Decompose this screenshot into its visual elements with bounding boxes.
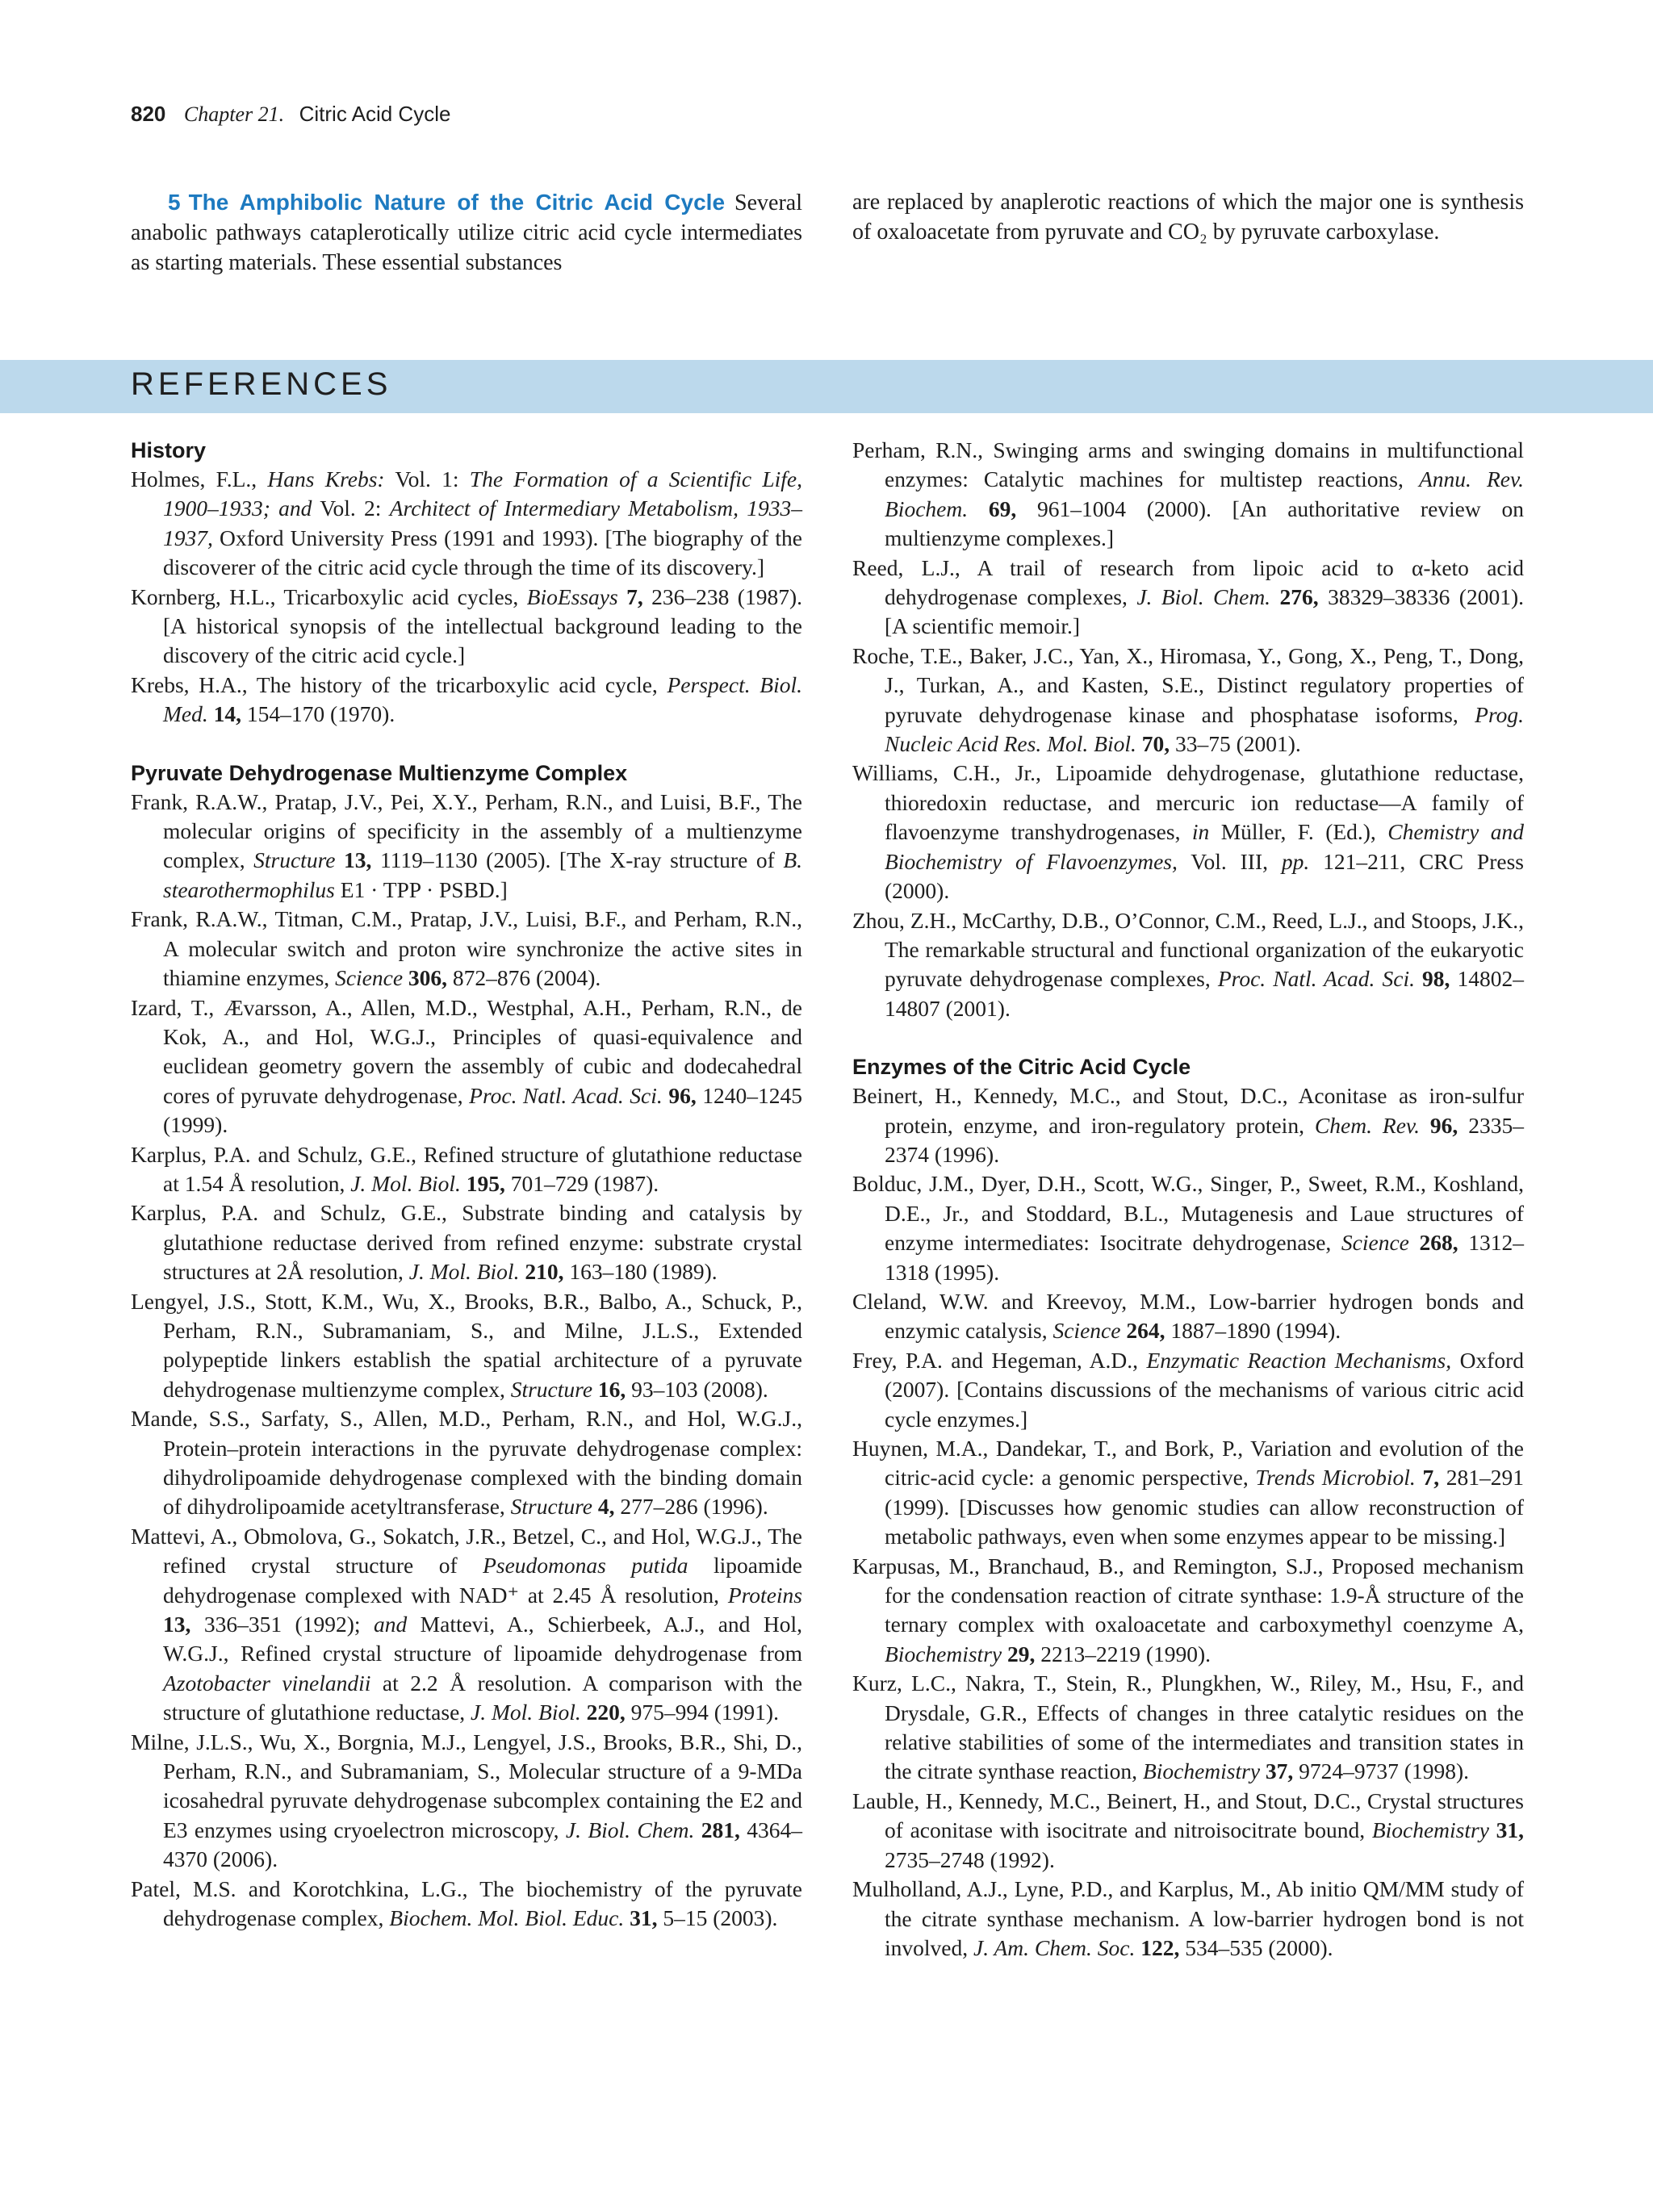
reference-text-run: Frank, R.A.W., Pratap, J.V., Pei, X.Y., Perham, R.N., and Luisi, B.F., The molecular origins of specificity in the assembly of a multienzyme complex, [131,788,802,873]
reference-text-run: 70, [1136,731,1170,757]
reference-text-run: 4, [592,1494,615,1520]
reference-text-run: 306, [403,965,448,991]
summary-right-column [852,187,1524,247]
reference-text-run: pp. [1281,848,1310,874]
reference-text-run: 98, [1414,966,1450,992]
reference-text-run: Structure [510,1376,593,1402]
reference-text-run: Pseudomonas putida [483,1553,688,1579]
reference-entry [852,1434,1524,1552]
reference-text-run: 33–75 (2001). [1170,731,1301,757]
references-left-column [131,436,802,1934]
reference-text-run: Vol. 1: [384,466,470,491]
reference-text-run: Lengyel, J.S., Stott, K.M., Wu, X., Brooks, B.R., Balbo, A., Schuck, P., Perham, R.N., Subramaniam, S., and Milne, J.L.S., Extended polypeptide linkers establish the spatial architecture of a pyruvate dehydrogenase multienzyme complex, [131,1288,802,1402]
reference-text-run: 121–211, CRC Press (2000). [885,848,1524,904]
summary-text-left: Several anabolic pathways cataplerotically utilize citric acid cycle intermediates as starting materials. These essential substances [131,190,802,275]
reference-text-run: Proc. Natl. Acad. Sci. [1217,966,1415,992]
reference-text-run: Architect of Intermediary Metabolism, 1933–1937, [163,496,802,550]
reference-text-run: 13, [335,847,372,873]
reference-text-run: 7, [1415,1465,1440,1491]
reference-text-run: Biochemistry [1142,1758,1261,1784]
reference-text-run: Chem. Rev. [1314,1112,1420,1138]
reference-text-run: Beinert, H., Kennedy, M.C., and Stout, D.C., Aconitase as iron-sulfur protein, enzyme, and iron-regulatory protein, [852,1083,1524,1138]
reference-text-run: 29, [1002,1641,1036,1666]
reference-text-run: 1119–1130 (2005). [The X-ray structure of [371,847,784,873]
reference-text-run: E1 · TPP · PSBD.] [334,876,508,902]
reference-text-run: 281, [694,1817,740,1842]
reference-list-history [131,465,802,730]
reference-text-run: 93–103 (2008). [626,1376,768,1402]
reference-text-run: Bolduc, J.M., Dyer, D.H., Scott, W.G., Singer, P., Sweet, R.M., Koshland, D.E., Jr., and Stoddard, B.L., Mutagenesis and Laue structures of enzyme intermediates: Isocitrate dehydrogenase, [852,1171,1524,1256]
reference-text-run: 122, [1135,1934,1180,1960]
reference-entry [131,1198,802,1286]
reference-text-run: 872–876 (2004). [447,965,601,991]
reference-text-run: and [373,1612,408,1637]
reference-text-run: at 2.2 Å resolution. A comparison with the structure of glutathione reductase, [163,1670,802,1725]
reference-text-run: Biochemistry [1371,1817,1489,1843]
reference-text-run: Perham, R.N., Swinging arms and swinging domains in multifunctional enzymes: Catalytic machines for multistep reactions, [852,437,1524,492]
summary-title: The Amphibolic Nature of the Citric Acid Cycle [188,190,726,215]
reference-text-run: 220, [580,1700,626,1725]
reference-entry [131,465,802,583]
section-heading-history: History [131,438,207,462]
reference-entry [852,759,1524,905]
summary-number: 5 [168,190,181,215]
reference-entry [131,1522,802,1728]
references-heading: REFERENCES [131,366,392,402]
reference-text-run: Azotobacter vinelandii [163,1670,371,1696]
reference-text-run: Karpusas, M., Branchaud, B., and Remington, S.J., Proposed mechanism for the condensation reaction of citrate synthase: 1.9-Å structure of the ternary complex with oxaloacetate and carboxymethyl coenzyme A, [852,1553,1524,1637]
reference-entry [852,554,1524,642]
reference-text-run: Mulholland, A.J., Lyne, P.D., and Karplus, M., Ab initio QM/MM study of the citrate synthase mechanism. A low-barrier hydrogen bond is not involved, [852,1876,1524,1960]
reference-text-run: Karplus, P.A. and Schulz, G.E., Refined structure of glutathione reductase at 1.54 Å resolution, [131,1141,802,1196]
reference-entry [852,1787,1524,1875]
reference-text-run: 69, [968,496,1017,521]
reference-text-run: 163–180 (1989). [563,1259,718,1285]
reference-text-run: 4364–4370 (2006). [163,1817,803,1872]
reference-text-run: 336–351 (1992); [190,1612,374,1637]
reference-text-run: J. Mol. Biol. [408,1259,520,1285]
reference-text-run: 2735–2748 (1992). [885,1846,1055,1872]
reference-text-run: Mande, S.S., Sarfaty, S., Allen, M.D., Perham, R.N., and Hol, W.G.J., Protein–protein interactions in the pyruvate dehydrogenase complex: dihydrolipoamide dehydrogenase complexed with the binding domain of dihydrolipoamide acetyltransferase, [131,1406,802,1520]
reference-text-run: 210, [519,1259,564,1285]
reference-entry [852,1287,1524,1346]
reference-entry [852,1346,1524,1434]
summary-left-column [131,187,802,278]
reference-text-run: Reed, L.J., A trail of research from lipoic acid to α-keto acid dehydrogenase complexes, [852,554,1524,610]
section-heading-pdh-complex: Pyruvate Dehydrogenase Multienzyme Complex [131,760,628,785]
reference-text-run: Mattevi, A., Obmolova, G., Sokatch, J.R., Betzel, C., and Hol, W.G.J., The refined crystal structure of [131,1523,802,1579]
reference-text-run: Holmes, F.L., [131,466,268,491]
section-heading-enzymes: Enzymes of the Citric Acid Cycle [852,1055,1191,1080]
reference-text-run: Biochemistry [885,1641,1002,1666]
reference-entry [131,1728,802,1875]
reference-text-run: 2213–2219 (1990). [1035,1641,1212,1666]
reference-text-run: Chemistry and Biochemistry of Flavoenzymes, [885,819,1524,874]
reference-list-pdh-complex-part2 [852,436,1524,1023]
reference-text-run: 31, [1488,1817,1525,1843]
reference-text-run: 14, [207,701,241,727]
reference-text-run: Karplus, P.A. and Schulz, G.E., Substrate binding and catalysis by glutathione reductase derived from refined enzyme: substrate crystal structures at 2Å resolution, [131,1200,802,1285]
reference-text-run: Science [335,965,404,991]
reference-text-run: Kurz, L.C., Nakra, T., Stein, R., Plungkhen, W., Riley, M., Hsu, F., and Drysdale, G.R., Effects of changes in three catalytic residues on the relative stabilities of some of the intermediates and transition states in the citrate synthase reaction, [852,1670,1524,1784]
references-right-column [852,436,1524,1963]
reference-text-run: Cleland, W.W. and Kreevoy, M.M., Low-barrier hydrogen bonds and enzymic catalysis, [852,1288,1524,1344]
reference-text-run: Zhou, Z.H., McCarthy, D.B., O’Connor, C.M., Reed, L.J., and Stoops, J.K., The remarkable structural and functional organization of the eukaryotic pyruvate dehydrogenase complexes, [852,907,1524,992]
reference-text-run: Trends Microbiol. [1255,1465,1416,1491]
chapter-label: Chapter 21. [183,102,285,126]
reference-text-run: Roche, T.E., Baker, J.C., Yan, X., Hiromasa, Y., Gong, X., Peng, T., Dong, J., Turkan, A., and Kasten, S.E., Distinct regulatory properties of pyruvate dehydrogenase kinase and phosphatase isoforms, [852,642,1524,727]
reference-entry [131,905,802,993]
summary-text-right: are replaced by anaplerotic reactions of which the major one is synthesis of oxaloacetate from pyruvate and CO₂ by pyruvate carboxylase. [852,190,1524,245]
reference-text-run: 37, [1260,1758,1294,1784]
reference-text-run: J. Mol. Biol. [471,1700,581,1725]
reference-text-run: Biochem. Mol. Biol. Educ. [389,1905,625,1931]
reference-entry [852,1169,1524,1287]
reference-text-run: 1312–1318 (1995). [885,1230,1524,1285]
reference-text-run: Huynen, M.A., Dandekar, T., and Bork, P., Variation and evolution of the citric-acid cycle: a genomic perspective, [852,1436,1524,1491]
reference-list-enzymes [852,1081,1524,1963]
running-header [131,102,450,127]
reference-text-run: 195, [460,1170,505,1196]
reference-text-run: The Formation of a Scientific Life, 1900–1933; and [163,466,802,521]
reference-entry [852,1669,1524,1787]
reference-entry [131,1875,802,1934]
reference-text-run: Frank, R.A.W., Titman, C.M., Pratap, J.V., Luisi, B.F., and Perham, R.N., A molecular switch and proton wire synchronize the active sites in thiamine enzymes, [131,906,802,991]
reference-entry [131,993,802,1140]
reference-entry [131,788,802,905]
reference-text-run: Annu. Rev. Biochem. [885,466,1525,521]
reference-text-run: 13, [163,1612,191,1637]
reference-entry [131,583,802,671]
reference-text-run: Williams, C.H., Jr., Lipoamide dehydrogenase, glutathione reductase, thioredoxin reductase, and mercuric ion reductase—A family of flavoenzyme transhydrogenases, [852,760,1524,845]
reference-text-run: 2335–2374 (1996). [885,1112,1525,1167]
reference-text-run: 96, [1419,1112,1458,1138]
section-spacer [131,730,802,759]
reference-text-run: 276, [1270,584,1319,610]
reference-text-run: J. Biol. Chem. [1136,584,1271,610]
reference-text-run: lipoamide dehydrogenase complexed with NAD⁺ at 2.45 Å resolution, [163,1553,802,1608]
reference-text-run: 5–15 (2003). [657,1905,778,1931]
reference-text-run: J. Biol. Chem. [565,1817,695,1842]
reference-text-run: Oxford (2007). [Contains discussions of the mechanisms of various citric acid cycle enzymes.] [885,1347,1524,1432]
reference-text-run: 1240–1245 (1999). [163,1082,803,1138]
reference-text-run: 96, [662,1082,697,1108]
reference-entry [131,671,802,730]
reference-text-run: Structure [510,1494,592,1520]
reference-text-run: Milne, J.L.S., Wu, X., Borgnia, M.J., Lengyel, J.S., Brooks, B.R., Shi, D., Perham, R.N., and Subramaniam, S., Molecular structure of a 9-MDa icosahedral pyruvate dehydrogenase subcomplex containing the E2 and E3 enzymes using cryoelectron microscopy, [131,1729,802,1842]
reference-text-run: 281–291 (1999). [Discusses how genomic studies can allow reconstruction of metabolic pathways, even when some enzymes appear to be missing.] [885,1465,1524,1549]
reference-entry [852,1081,1524,1169]
reference-text-run: Vol. 2: [312,496,390,521]
reference-list-pdh-complex-part1 [131,788,802,1934]
reference-text-run: Proteins [727,1582,802,1608]
reference-text-run: 975–994 (1991). [625,1700,779,1725]
page-number: 820 [131,102,166,126]
reference-entry [852,436,1524,554]
reference-text-run: Enzymatic Reaction Mechanisms, [1146,1347,1452,1373]
references-banner [0,360,1653,413]
reference-text-run: 961–1004 (2000). [An authoritative review on multienzyme complexes.] [885,496,1525,551]
reference-text-run: in [1191,819,1210,845]
reference-entry [131,1140,802,1199]
reference-text-run: 31, [624,1905,658,1931]
reference-text-run: 277–286 (1996). [614,1494,768,1520]
reference-text-run: Izard, T., Ævarsson, A., Allen, M.D., Westphal, A.H., Perham, R.N., de Kok, A., and Hol, W.G.J., Principles of quasi-equivalence and euclidean geometry govern the assembly of cubic and dodecahedral cores of pyruvate dehydrogenase, [131,994,802,1108]
reference-entry [852,906,1524,1024]
reference-text-run: J. Mol. Biol. [350,1170,461,1196]
reference-text-run: Oxford University Press (1991 and 1993). [The biography of the discoverer of the citric acid cycle through the time of its discovery.] [163,525,802,580]
reference-text-run: 7, [617,583,643,609]
reference-entry [852,1552,1524,1670]
reference-text-run: J. Am. Chem. Soc. [973,1934,1136,1960]
reference-text-run: Vol. III, [1177,848,1282,874]
reference-text-run: Perspect. Biol. Med. [163,671,802,727]
reference-text-run: Structure [253,847,336,873]
reference-entry [852,1875,1524,1963]
reference-text-run: 154–170 (1970). [241,701,395,727]
reference-text-run: 264, [1120,1318,1165,1344]
reference-text-run: 1887–1890 (1994). [1165,1318,1341,1344]
reference-entry [131,1287,802,1405]
reference-text-run: Prog. Nucleic Acid Res. Mol. Biol. [885,701,1524,757]
reference-text-run: Kornberg, H.L., Tricarboxylic acid cycles, [131,583,527,609]
reference-text-run: 16, [592,1376,626,1402]
reference-text-run: Hans Krebs: [267,466,385,491]
reference-text-run: Science [1052,1318,1121,1344]
reference-text-run: Frey, P.A. and Hegeman, A.D., [852,1347,1147,1373]
reference-text-run: 9724–9737 (1998). [1293,1758,1469,1784]
chapter-title: Citric Acid Cycle [299,102,451,126]
reference-text-run: Mattevi, A., Schierbeek, A.J., and Hol, W.G.J., Refined crystal structure of lipoamide dehydrogenase from [163,1612,802,1666]
reference-text-run: Patel, M.S. and Korotchkina, L.G., The biochemistry of the pyruvate dehydrogenase complex, [131,1875,802,1931]
reference-text-run: 38329–38336 (2001). [A scientific memoir.] [885,584,1524,639]
reference-entry [131,1404,802,1522]
reference-text-run: 236–238 (1987). [A historical synopsis of the intellectual background leading to the discovery of the citric acid cycle.] [163,583,802,668]
reference-text-run: Science [1341,1230,1409,1256]
reference-text-run: Lauble, H., Kennedy, M.C., Beinert, H., and Stout, D.C., Crystal structures of aconitase with isocitrate and nitroisocitrate bound, [852,1788,1524,1843]
reference-text-run: Proc. Natl. Acad. Sci. [469,1082,663,1108]
reference-text-run: Müller, F. (Ed.), [1209,819,1388,845]
reference-text-run: 534–535 (2000). [1179,1934,1333,1960]
reference-text-run: Krebs, H.A., The history of the tricarboxylic acid cycle, [131,671,667,697]
reference-text-run: 701–729 (1987). [504,1170,659,1196]
reference-text-run: B. stearothermophilus [163,847,802,902]
reference-entry [852,642,1524,759]
reference-text-run: 14802–14807 (2001). [885,966,1525,1021]
reference-text-run: BioEssays [526,583,618,609]
reference-text-run: 268, [1408,1230,1458,1256]
section-spacer [852,1023,1524,1052]
